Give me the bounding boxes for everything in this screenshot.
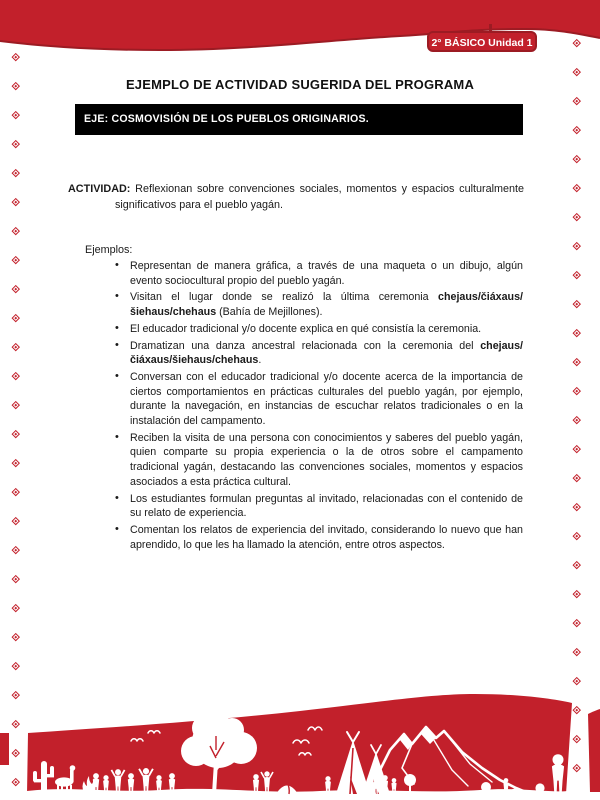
footer-right-sliver [588, 709, 600, 792]
diamond-icon [573, 300, 581, 308]
activity-paragraph [68, 181, 524, 213]
diamond-icon [12, 604, 20, 612]
diamond-icon [12, 517, 20, 525]
list-item-text: Los estudiantes formulan preguntas al invitado, relacionadas con el contenido de su relato de experiencia. [130, 492, 523, 520]
bullet-icon: • [115, 430, 119, 443]
diamond-icon [12, 546, 20, 554]
diamond-icon [12, 401, 20, 409]
diamond-icon [573, 329, 581, 337]
diamond-icon [573, 184, 581, 192]
diamond-icon [12, 459, 20, 467]
list-item [113, 431, 523, 490]
list-item [113, 259, 523, 288]
diamond-icon [12, 285, 20, 293]
diamond-icon [573, 126, 581, 134]
diamond-icon [12, 111, 20, 119]
diamond-icon [12, 314, 20, 322]
footer-illustration [0, 630, 600, 800]
diamond-icon [12, 256, 20, 264]
list-item-text: Visitan el lugar donde se realizó la última ceremonia chejaus/čiáxaus/šiehaus/chehaus (Bahía de Mejillones). [130, 291, 523, 319]
eje-label: EJE: COSMOVISIÓN DE LOS PUEBLOS ORIGINARIOS. [84, 113, 369, 125]
diamond-icon [573, 561, 581, 569]
diamond-icon [12, 198, 20, 206]
diamond-icon [573, 358, 581, 366]
bullet-icon: • [115, 290, 119, 303]
diamond-icon [12, 372, 20, 380]
diamond-icon [12, 169, 20, 177]
diamond-icon [573, 213, 581, 221]
eje-bar [75, 104, 523, 135]
footer-left-notch [0, 733, 9, 765]
diamond-icon [573, 387, 581, 395]
list-item-text: Reciben la visita de una persona con conocimientos y saberes del pueblo yagán, quien comparte su propia experiencia o la de otros sobre el campamento tradicional yagán, destacando las convenciones sociales, momentos y espacios asociados a esta práctica cultural. [130, 431, 523, 488]
footer-wave [27, 694, 572, 794]
list-item [113, 322, 523, 337]
diamond-icon [12, 343, 20, 351]
diamond-icon [573, 590, 581, 598]
list-item-text: Representan de manera gráfica, a través de una maqueta o un dibujo, algún evento sociocultural propio del pueblo yagán. [130, 260, 523, 287]
diamond-icon [573, 445, 581, 453]
activity-label: ACTIVIDAD: [68, 183, 131, 195]
list-item [113, 523, 523, 552]
diamond-icon [12, 430, 20, 438]
list-item-text: Comentan los relatos de experiencia del invitado, considerando lo nuevo que han aprendido, lo que les ha llamado la atención, entre otros aspectos. [130, 523, 523, 551]
examples-list [113, 259, 523, 554]
diamond-icon [12, 488, 20, 496]
list-item [113, 339, 523, 368]
bullet-icon: • [115, 321, 119, 334]
page-title: EJEMPLO DE ACTIVIDAD SUGERIDA DEL PROGRAMA [125, 77, 475, 92]
list-item-text: Conversan con el educador tradicional y/o docente acerca de la importancia de ciertos comportamientos en prácticas culturales del pueblo yagán, por ejemplo, durante la navegación, en instancias de escuchar relatos tradicionales o en la instalación del campamento. [130, 370, 523, 428]
diamond-icon [573, 474, 581, 482]
diamond-icon [12, 227, 20, 235]
list-item-text: El educador tradicional y/o docente explica en qué consistía la ceremonia. [130, 322, 482, 335]
diamond-icon [12, 140, 20, 148]
diamond-icon [12, 575, 20, 583]
diamond-icon [573, 416, 581, 424]
diamond-icon [573, 68, 581, 76]
diamond-icon [573, 619, 581, 627]
list-item [113, 290, 523, 319]
activity-text: Reflexionan sobre convenciones sociales, momentos y espacios culturalmente significativos para el pueblo yagán. [115, 183, 524, 211]
diamond-icon [573, 271, 581, 279]
diamond-icon [573, 97, 581, 105]
diamond-icon [573, 155, 581, 163]
list-item [113, 370, 523, 429]
bullet-icon: • [115, 369, 119, 382]
list-item-text: Dramatizan una danza ancestral relacionada con la ceremonia del chejaus/čiáxaus/šiehaus/chehaus. [130, 339, 523, 367]
examples-heading: Ejemplos: [85, 244, 133, 256]
diamond-icon [573, 242, 581, 250]
bullet-icon: • [115, 338, 119, 351]
bullet-icon: • [115, 259, 119, 271]
diamond-icon [573, 503, 581, 511]
bullet-icon: • [115, 522, 119, 535]
bullet-icon: • [115, 491, 119, 504]
diamond-icon [573, 532, 581, 540]
list-item [113, 492, 523, 521]
unit-badge: 2° BÁSICO Unidad 1 [427, 31, 537, 52]
